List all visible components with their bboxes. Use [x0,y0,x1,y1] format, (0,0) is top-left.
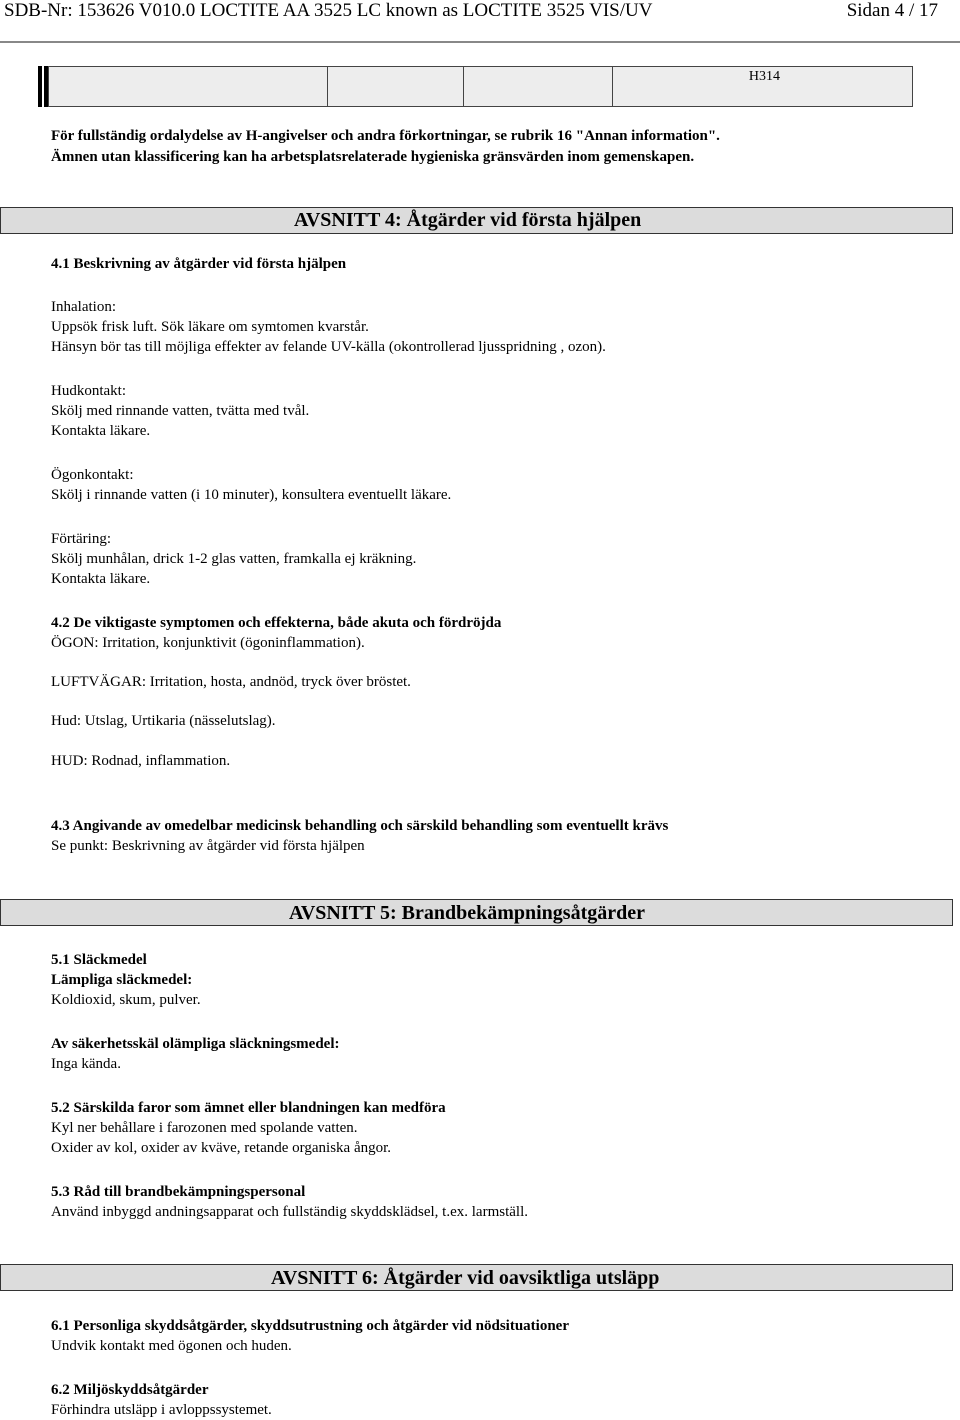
environment-text: Förhindra utsläpp i avloppssystemet. [51,1402,272,1418]
suitable-text: Koldioxid, skum, pulver. [51,992,201,1008]
header-rule [0,41,960,43]
inhalation-label: Inhalation: [51,299,116,315]
skin-text: Kontakta läkare. [51,423,151,439]
inhalation-text: Uppsök frisk luft. Sök läkare om symtomen kvarstår. [51,319,369,335]
eye-text: Skölj i rinnande vatten (i 10 minuter), konsultera eventuellt läkare. [51,487,452,503]
unsuitable-text: Inga kända. [51,1056,121,1072]
symptom-text: ÖGON: Irritation, konjunktivit (ögoninflammation). [51,635,365,651]
hazard-text: Oxider av kol, oxider av kväve, retande organiska ångor. [51,1140,392,1156]
subsection-heading: 6.1 Personliga skyddsåtgärder, skyddsutrustning och åtgärder vid nödsituationer [51,1318,569,1334]
section-5-title: AVSNITT 5: Brandbekämpningsåtgärder [289,902,646,924]
document-header-id: SDB-Nr: 153626 V010.0 LOCTITE AA 3525 LC known as LOCTITE 3525 VIS/UV [4,0,653,21]
skin-label: Hudkontakt: [51,383,126,399]
section-6-title: AVSNITT 6: Åtgärder vid oavsiktliga utsläpp [271,1267,660,1289]
classification-table [38,66,913,107]
subsection-heading: 4.2 De viktigaste symptomen och effekterna, både akuta och fördröjda [51,615,502,631]
skin-text: Skölj med rinnande vatten, tvätta med tvål. [51,403,310,419]
symptom-text: Hud: Utslag, Urtikaria (nässelutslag). [51,713,276,729]
table-edge-bar [38,66,42,107]
eye-label: Ögonkontakt: [51,467,134,483]
subsection-heading: 5.3 Råd till brandbekämpningspersonal [51,1184,306,1200]
subsection-heading: 5.2 Särskilda faror som ämnet eller blandningen kan medföra [51,1100,446,1116]
symptom-text: HUD: Rodnad, inflammation. [51,753,231,769]
treatment-text: Se punkt: Beskrivning av åtgärder vid första hjälpen [51,838,365,854]
symptom-text: LUFTVÄGAR: Irritation, hosta, andnöd, tryck över bröstet. [51,674,411,690]
page-number: Sidan 4 / 17 [846,0,938,21]
unsuitable-label: Av säkerhetsskäl olämpliga släckningsmedel: [51,1036,340,1052]
note-line: För fullständig ordalydelse av H-angivelser och andra förkortningar, se rubrik 16 "Annan information". [51,128,720,144]
section-4-title: AVSNITT 4: Åtgärder vid första hjälpen [294,209,642,231]
subsection-heading: 4.3 Angivande av omedelbar medicinsk behandling och särskild behandling som eventuellt krävs [51,818,669,834]
classification-row [48,66,913,107]
hazard-text: Kyl ner behållare i farozonen med spolande vatten. [51,1120,358,1136]
subsection-heading: 6.2 Miljöskyddsåtgärder [51,1382,209,1398]
subsection-heading: 5.1 Släckmedel [51,952,147,968]
ingestion-label: Förtäring: [51,531,111,547]
suitable-label: Lämpliga släckmedel: [51,972,193,988]
ingestion-text: Kontakta läkare. [51,571,151,587]
subsection-heading: 4.1 Beskrivning av åtgärder vid första hjälpen [51,256,347,272]
ingestion-text: Skölj munhålan, drick 1-2 glas vatten, framkalla ej kräkning. [51,551,417,567]
precaution-text: Undvik kontakt med ögonen och huden. [51,1338,292,1354]
note-line: Ämnen utan klassificering kan ha arbetsplatsrelaterade hygieniska gränsvärden inom gemenskapen. [51,149,695,165]
hazard-code: H314 [748,69,780,84]
firefighter-text: Använd inbyggd andningsapparat och fullständig skyddsklädsel, t.ex. larmställ. [51,1204,528,1220]
inhalation-text: Hänsyn bör tas till möjliga effekter av felande UV-källa (okontrollerad ljusspridning , ozon). [51,339,606,355]
